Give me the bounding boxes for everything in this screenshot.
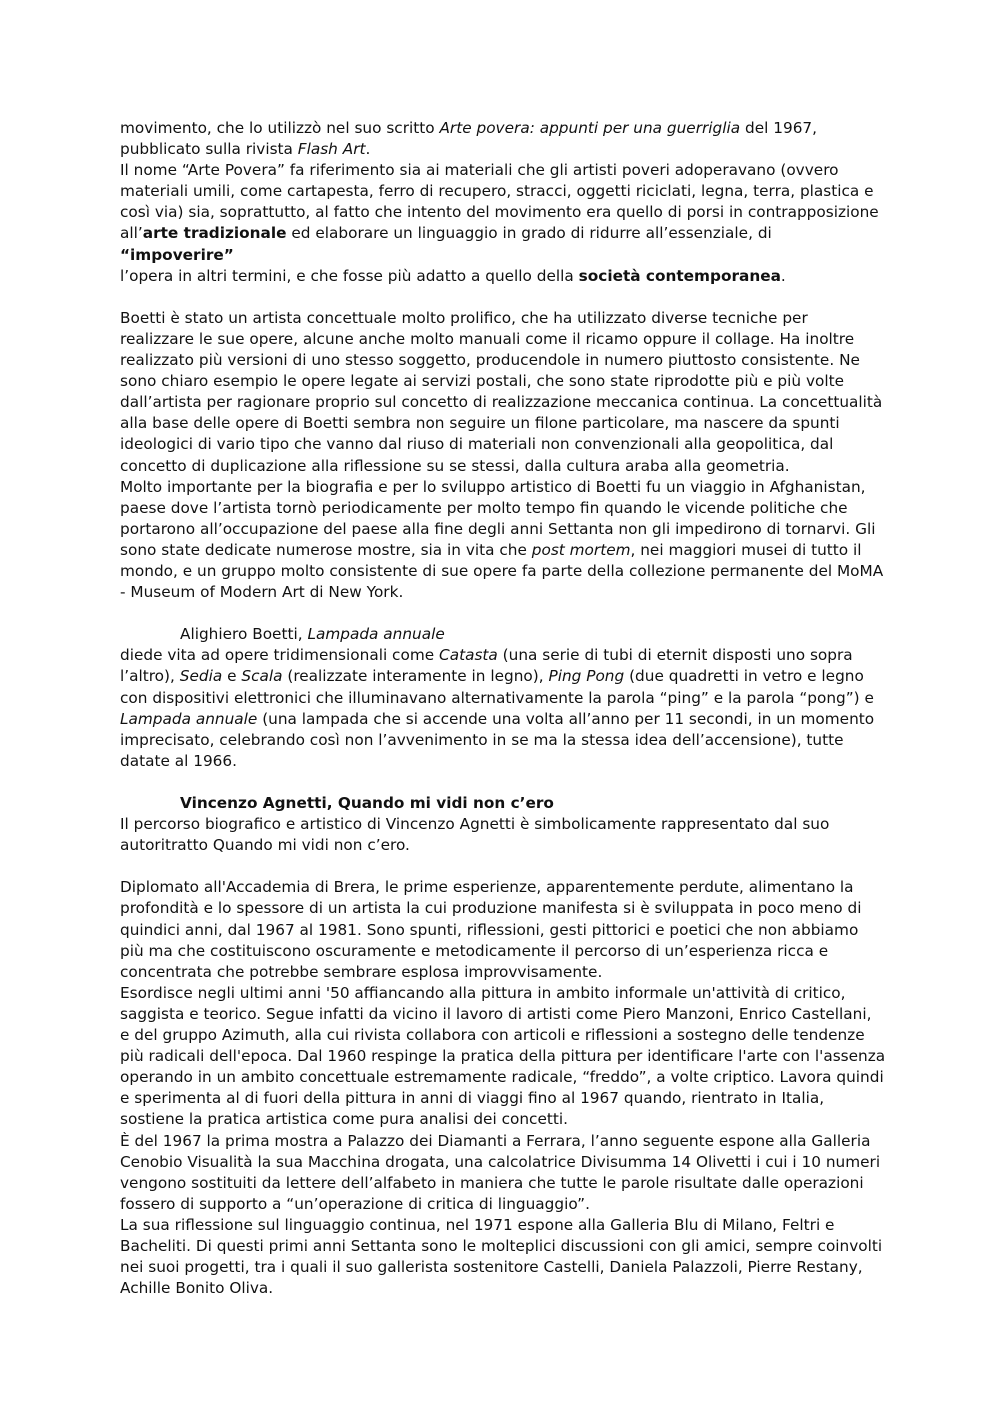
title-arte-povera-appunti: Arte povera: appunti per una guerriglia xyxy=(439,119,741,137)
paragraph-arte-povera-origin: movimento, che lo utilizzò nel suo scritto Arte povera: appunti per una guerriglia del 1967, pubblicato sulla rivista Flash Art. xyxy=(120,119,818,159)
paragraph-boetti-prolific: Boetti è stato un artista concettuale molto prolifico, che ha utilizzato diverse tecniche per realizzare le sue opere, alcune anche molto manuali come il ricamo oppure il collage. Ha inoltre realizzato più versioni di uno stesso soggetto, producendole in numero piuttosto consistente. Ne sono chiaro esempio le opere legate ai servizi postali, che sono state riprodotte più e più volte dall’artista per ragionare proprio sul concetto di realizzazione meccanica continua. La concettualità alla base delle opere di Boetti sembra non seguire un filone particolare, ma nascere da spunti ideologici di vario tipo che vanno dal riuso di materiali non convenzionali alla geopolitica, dal concetto di duplicazione alla riflessione su se stessi, dalla cultura araba alla geometria. xyxy=(120,308,883,475)
paragraph-agnetti-esordio: Esordisce negli ultimi anni '50 affiancando alla pittura in ambito informale un'attività di critico, saggista e teorico. Segue infatti da vicino il lavoro di artisti come Piero Manzoni, Enrico Castellani, e del gruppo Azimuth, alla cui rivista collabora con articoli e riflessioni a sostegno delle tendenze più radicali dell'epoca. Dal 1960 respinge la pratica della pittura per identificare l'arte con l'assenza operando in un ambito concettuale estremamente radicale, “freddo”, a volte criptico. Lavora quindi e sperimenta al di fuori della pittura in anni di viaggi fino al 1967 quando, rientrato in Italia, sostiene la pratica artistica come pura analisi dei concetti. xyxy=(120,983,886,1129)
paragraph-spacer xyxy=(120,856,890,877)
title-sedia: Sedia xyxy=(179,667,223,686)
paragraph-spacer xyxy=(120,287,890,308)
bold-arte-tradizionale: arte tradizionale xyxy=(142,224,287,243)
paragraph-agnetti-1971: La sua riflessione sul linguaggio continua, nel 1971 espone alla Galleria Blu di Milano, Feltri e Bacheliti. Di questi primi anni Settanta sono le molteplici discussioni con gli amici, sempre coinvolti nei suoi progetti, tra i quali il suo gallerista sostenitore Castelli, Daniela Palazzoli, Pierre Restany, Achille Bonito Oliva. xyxy=(120,1215,883,1298)
paragraph-arte-povera-name: Il nome “Arte Povera” fa riferimento sia ai materiali che gli artisti poveri adoperavano (ovvero materiali umili, come cartapesta, ferro di recupero, stracci, oggetti riciclati, legna, terra, plastica e così via) sia, soprattutto, al fatto che intento del movimento era quello di porsi in contrapposizione all’arte tradizionale ed elaborare un linguaggio in grado di ridurre all’essenziale, di “impoverire” l’opera in altri termini, e che fosse più adatto a quello della società contemporanea. xyxy=(120,161,879,285)
document-page xyxy=(120,118,890,1299)
title-ping-pong: Ping Pong xyxy=(548,667,625,686)
paragraph-agnetti-brera: Diplomato all'Accademia di Brera, le prime esperienze, apparentemente perdute, alimentano la profondità e lo spessore di un artista la cui produzione manifesta si è sviluppata in poco meno di quindici anni, dal 1967 al 1981. Sono spunti, riflessioni, gesti pittorici e poetici che non abbiamo più ma che costituiscono oscuramente e metodicamente il percorso di un’esperienza ricca e concentrata che potrebbe sembrare esplosa improvvisamente. xyxy=(120,878,862,981)
paragraph-agnetti-1967: È del 1967 la prima mostra a Palazzo dei Diamanti a Ferrara, l’anno seguente espone alla Galleria Cenobio Visualità la sua Macchina drogata, una calcolatrice Divisumma 14 Olivetti i cui i 10 numeri vengono sostituiti da lettere dell’alfabeto in maniera che tutte le parole risultate dalle operazioni fossero di supporto a “un’operazione di critica di linguaggio”. xyxy=(120,1131,881,1213)
heading-vincenzo-agnetti: Vincenzo Agnetti, Quando mi vidi non c’ero xyxy=(180,794,554,812)
bold-impoverire: “impoverire” xyxy=(120,245,234,264)
paragraph-agnetti-intro: Il percorso biografico e artistico di Vincenzo Agnetti è simbolicamente rappresentato dal suo autoritratto Quando mi vidi non c’ero. xyxy=(120,815,830,855)
title-flash-art: Flash Art xyxy=(297,140,366,159)
title-lampada-annuale: Lampada annuale xyxy=(120,709,258,728)
title-scala: Scala xyxy=(241,667,283,686)
paragraph-spacer xyxy=(120,772,890,793)
paragraph-boetti-works: diede vita ad opere tridimensionali come Catasta (una serie di tubi di eternit disposti uno sopra l’altro), Sedia e Scala (realizzate interamente in legno), Ping Pong (due quadretti in vetro e legno con dispositivi elettronici che illuminavano alternativamente la parola “ping” e la parola “pong”) e Lampada annuale (una lampada che si accende una volta all’anno per 11 secondi, in un momento imprecisato, celebrando così non l’avvenimento in se ma la stessa idea dell’accensione), tutte datate al 1966. xyxy=(120,646,875,770)
title-catasta: Catasta xyxy=(439,646,498,665)
italic-post-mortem: post mortem xyxy=(531,540,631,559)
paragraph-boetti-afghanistan: Molto importante per la biografia e per lo sviluppo artistico di Boetti fu un viaggio in Afghanistan, paese dove l’artista tornò periodicamente per molto tempo fin quando le vicende politiche che portarono all’occupazione del paese alla fine degli anni Settanta non gli impedirono di tornarvi. Gli sono state dedicate numerose mostre, sia in vita che post mortem, nei maggiori musei di tutto il mondo, e un gruppo molto consistente di sue opere fa parte della collezione permanente del MoMA - Museum of Modern Art di New York. xyxy=(120,477,884,602)
caption-lampada-annuale: Alighiero Boetti, Lampada annuale xyxy=(180,625,445,644)
bold-societa-contemporanea: società contemporanea xyxy=(578,266,781,285)
paragraph-spacer xyxy=(120,603,890,624)
